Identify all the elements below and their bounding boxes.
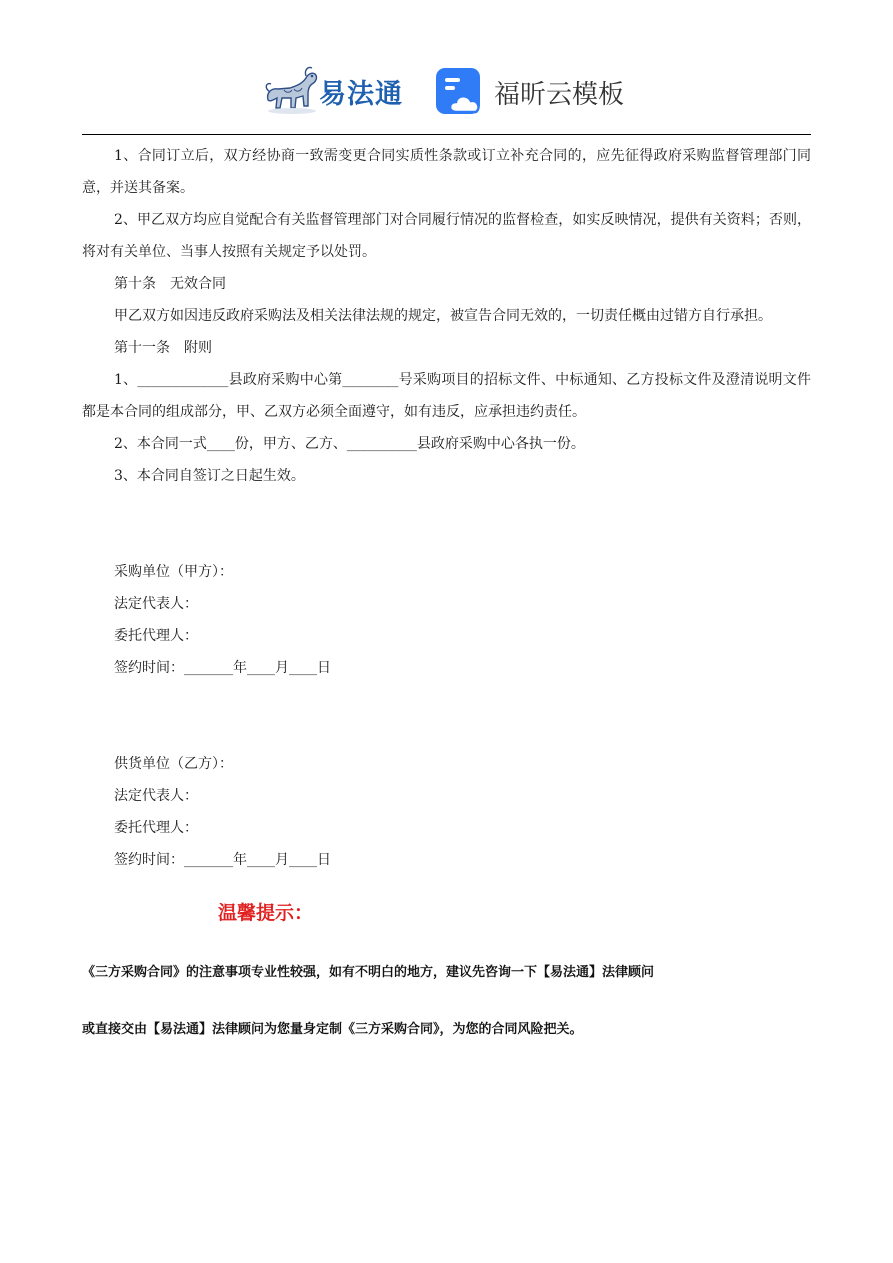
signature-line: 委托代理人：: [114, 820, 198, 836]
yifatong-logo: [262, 62, 414, 116]
tips-line-2: 或直接交由【易法通】法律顾问为您量身定制《三方采购合同》，为您的合同风险把关。: [82, 1022, 583, 1037]
paragraph: 3、本合同自签订之日起生效。: [114, 468, 305, 484]
tips-title: 温馨提示：: [218, 902, 314, 924]
signature-line: 签约时间：_______年____月____日: [114, 660, 331, 676]
signature-line: 法定代表人：: [114, 596, 198, 612]
paragraph: 第十条 无效合同: [114, 276, 226, 292]
signature-line: 委托代理人：: [114, 628, 198, 644]
paragraph: 2、甲乙双方均应自觉配合有关监督管理部门对合同履行情况的监督检查，如实反映情况，提供有关资料；否则，将对有关单位、当事人按照有关规定予以处罚。: [82, 212, 811, 260]
signature-line: 采购单位（甲方）：: [114, 564, 233, 580]
signature-line: 供货单位（乙方）：: [114, 756, 233, 772]
paragraph: 甲乙双方如因违反政府采购法及相关法律法规的规定，被宣告合同无效的，一切责任概由过错方自行承担。: [114, 308, 772, 324]
tips-line-1: 《三方采购合同》的注意事项专业性较强，如有不明白的地方，建议先咨询一下【易法通】法律顾问: [82, 965, 655, 980]
yifatong-logo-text: 易法通: [319, 79, 403, 110]
paragraph: 2、本合同一式____份，甲方、乙方、__________县政府采购中心各执一份。: [114, 436, 585, 452]
signature-line: 法定代表人：: [114, 788, 198, 804]
paragraph: 1、合同订立后，双方经协商一致需变更合同实质性条款或订立补充合同的，应先征得政府采购监督管理部门同意，并送其备案。: [82, 148, 811, 196]
spacer: [82, 700, 811, 732]
cloud-doc-icon: [434, 64, 488, 118]
signature-line: 签约时间：_______年____月____日: [114, 852, 331, 868]
paragraph: 1、_____________县政府采购中心第________号采购项目的招标文件、中标通知、乙方投标文件及澄清说明文件都是本合同的组成部分，甲、乙双方必须全面遵守，如有违反，应承担违约责任。: [82, 372, 811, 420]
document-body: [82, 140, 811, 876]
page-header: [0, 58, 893, 124]
paragraph: 第十一条 附则: [114, 340, 212, 356]
qilin-icon: [262, 62, 320, 116]
fuxin-logo: [434, 66, 644, 116]
fuxin-logo-text: 福昕云模板: [494, 80, 625, 110]
header-divider: [82, 134, 811, 135]
spacer: [82, 508, 811, 540]
